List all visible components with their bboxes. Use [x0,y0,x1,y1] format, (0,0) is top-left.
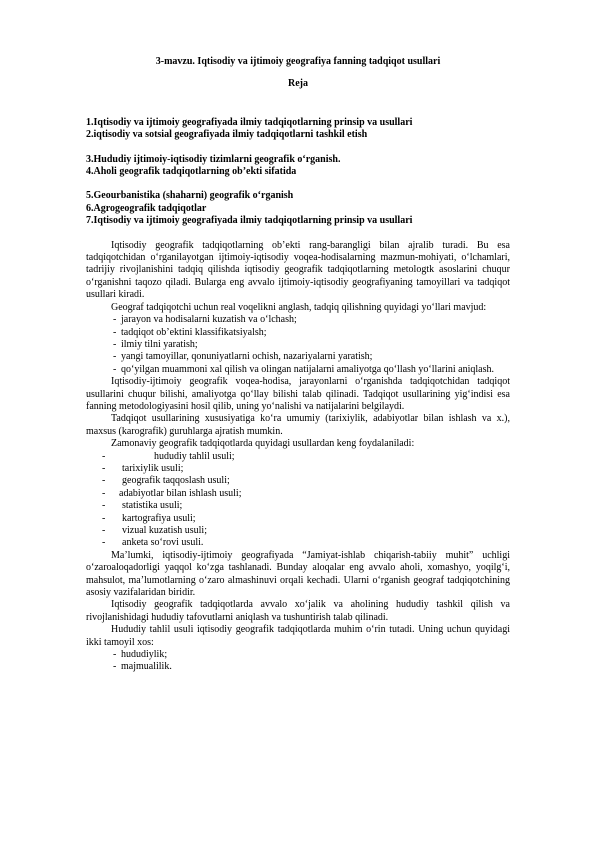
plan-item: 6.Agrogeografik tadqiqotlar [86,202,207,214]
list-item: - yangi tamoyillar, qonuniyatlarni ochish, nazariyalarni yaratish; [86,351,510,363]
list-item: - statistika usuli; [86,500,510,512]
list-item: - ilmiy tilni yaratish; [86,339,510,351]
list-item: - tarixiylik usuli; [86,463,510,475]
body-paragraph: Iqtisodiy-ijtimoiy geografik voqea-hodisa, jarayonlarni o‘rganishda tadqiqotchidan tadqiqot usullarini chuqur bilishi, amaliyotga qo‘llay bilishi talab qilinadi. Tadqiqot usullarining yig‘indisi esa fanning metodologiyasini hosil qilib, uning yo‘nalishi va natijalarini belgilaydi. [86,376,510,412]
list-item: - majmualilik. [86,661,510,673]
list-item: - jarayon va hodisalarni kuzatish va o‘lchash; [86,314,510,326]
plan-group-1 [86,117,510,142]
list-item: - vizual kuzatish usuli; [86,525,510,537]
body-paragraph: Iqtisodiy geografik tadqiqotlarning ob’ekti rang-barangligi bilan ajralib turadi. Bu esa tadqiqotchidan o‘rganilayotgan ijtimoiy-iqtisodiy voqea-hodisalarning mazmun-mohiyati, o‘lchamlari, tadrijiy rivojlanishini tadqiq qilishda iqtisodiy geografik tadqiqotlarning metologtk asoslarini chuqur o‘rganishni taqozo qiladi. Bularga eng avvalo ijtimoiy-iqtisodiy geografiyaning tamoyillari va tadqiqot usullari kiradi. [86,239,510,301]
body-paragraph: Hududiy tahlil usuli iqtisodiy geografik tadqiqotlarda muhim o‘rin tutadi. Uning uchun quyidagi ikki tamoyil xos: [86,624,510,648]
plan-item: 5.Geourbanistika (shaharni) geografik o‘rganish [86,190,294,202]
body-paragraph: Ma’lumki, iqtisodiy-ijtimoiy geografiyada “Jamiyat-ishlab chiqarish-tabiiy muhit” uchligi o‘zaroaloqadorligi yaqqol ko‘zga tashlanadi. Bunday aloqalar eng avvalo aholi, xomashyo, yoqilg‘i, mahsulot, ma’lumotlarning o‘zaro almashinuvi orqali kechadi. Ularni o‘rganish geograf tadqiqotchining asosiy vazifalaridan biridir. [86,549,510,599]
plan-group-2 [86,154,510,179]
list-item: - tadqiqot ob’ektini klassifikatsiyalsh; [86,327,510,339]
list-item: - hududiylik; [86,649,510,661]
list-item: - anketa so‘rovi usuli. [86,537,510,549]
document-title: 3-mavzu. Iqtisodiy va ijtimoiy geografiya fanning tadqiqot usullari [155,56,441,67]
methods-list [86,451,510,550]
research-ways-list [86,314,510,376]
list-item: - kartografiya usuli; [86,513,510,525]
body-paragraph: Iqtisodiy geografik tadqiqotlarda avvalo xo‘jalik va aholining hududiy tashkil qilish va rivojlanishidagi hududiy tafovutlarni aniqlash va tushuntirish talab qilinadi. [86,599,510,623]
plan-item: 1.Iqtisodiy va ijtimoiy geografiyada ilmiy tadqiqotlarning prinsip va usullari [86,116,413,128]
list-item: - adabiyotlar bilan ishlash usuli; [86,488,510,500]
list-item: - hududiy tahlil usuli; [86,451,510,463]
list-item: - geografik taqqoslash usuli; [86,475,510,487]
body-paragraph: Tadqiqot usullarining xususiyatiga ko‘ra umumiy (tarixiylik, adabiyotlar bilan ishlash va x.), maxsus (karografik) guruhlarga ajratish mumkin. [86,413,510,437]
plan-item: 2.iqtisodiy va sotsial geografiyada ilmiy tadqiqotlarni tashkil etish [86,129,368,141]
plan-item: 7.Iqtisodiy va ijtimoiy geografiyada ilmiy tadqiqotlarning prinsip va usullari [86,215,413,227]
plan-heading: Reja [288,78,308,90]
body-paragraph: Geograf tadqiqotchi uchun real voqelikni anglash, tadqiq qilishning quyidagi yo‘llari mavjud: [111,301,487,313]
list-item: - qo‘yilgan muammoni xal qilish va olingan natijalarni amaliyotga qo‘llash yo‘llarini aniqlash. [86,364,510,376]
plan-item: 3.Hududiy ijtimoiy-iqtisodiy tizimlarni geografik o‘rganish. [86,153,341,165]
plan-group-3 [86,190,510,227]
principles-list [86,649,510,674]
plan-item: 4.Aholi geografik tadqiqotlarning ob’ekti sifatida [86,166,297,178]
body-paragraph: Zamonaviy geografik tadqiqotlarda quyidagi usullardan keng foydalaniladi: [111,438,415,450]
